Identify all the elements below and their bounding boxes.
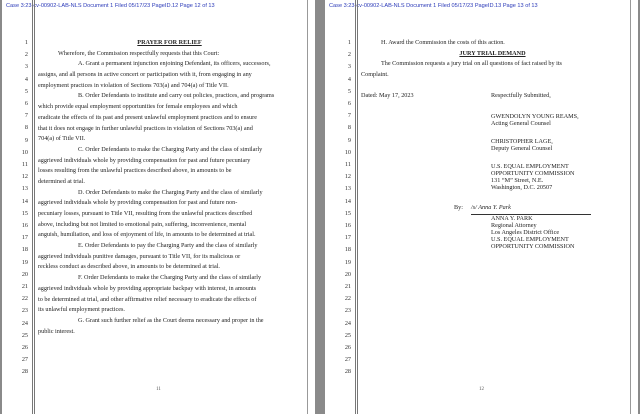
text-line: Wherefore, the Commission respectfully requests that this Court: <box>58 49 220 57</box>
line-number: 5 <box>347 87 351 95</box>
margin-rule <box>355 0 356 414</box>
text-line: reckless conduct as described above, in amounts to be determined at trial. <box>38 263 220 271</box>
text-line: its unlawful employment practices. <box>38 306 125 314</box>
document-page-right <box>325 0 638 414</box>
line-number: 15 <box>344 209 351 217</box>
line-number: 21 <box>344 283 351 290</box>
text-line: E. Order Defendants to pay the Charging Party and the class of similarly <box>78 242 258 250</box>
text-line: A. Grant a permanent injunction enjoining Defendant, its officers, successors, <box>78 60 271 68</box>
line-number: 25 <box>344 331 351 339</box>
line-number: 20 <box>344 270 351 278</box>
line-number: 11 <box>345 161 351 168</box>
line-number: 19 <box>344 258 351 266</box>
line-number: 26 <box>21 344 28 351</box>
line-number: 27 <box>21 356 28 364</box>
line-number: 8 <box>347 124 351 132</box>
line-number: 3 <box>347 63 351 71</box>
text-line: to be determined at trial, and other affirmative relief necessary to eradicate the effects of <box>38 295 257 303</box>
text-line: aggrieved individuals punitive damages, pursuant to Title VII, for its malicious or <box>38 252 241 260</box>
line-number: 16 <box>21 222 28 229</box>
margin-rule-right <box>630 0 631 414</box>
line-number: 21 <box>21 283 28 290</box>
text-line: B. Order Defendants to institute and carry out policies, practices, and programs <box>78 92 275 100</box>
page-body <box>361 38 624 250</box>
text-line: aggrieved individuals whole by providing compensation for past and future non- <box>38 199 238 207</box>
text-line: losses resulting from the unlawful practices described above, in amounts to be <box>38 167 232 175</box>
signer-block: GWENDOLYN YOUNG REAMS, Acting General Counsel <box>491 112 579 127</box>
line-number: 12 <box>344 173 351 181</box>
line-number: 10 <box>21 148 28 156</box>
line-number: 22 <box>21 295 28 303</box>
case-header: Case 3:23-cv-00902-LAB-NLS Document 1 Filed 05/17/23 PageID.13 Page 13 of 13 <box>329 3 538 9</box>
line-number: 23 <box>344 307 351 315</box>
line-number: 2 <box>347 51 351 59</box>
text-line: public interest. <box>38 327 75 335</box>
line-number: 16 <box>344 222 351 229</box>
text-line: anguish, humiliation, and loss of enjoyment of life, in amounts to be determined at trial. <box>38 231 256 239</box>
line-number: 14 <box>21 197 28 205</box>
text-line: F. Order Defendants to make the Charging Party and the class of similarly <box>78 274 262 282</box>
page-body <box>38 38 301 337</box>
page-number: 11 <box>156 387 161 392</box>
text-line: G. Grant such further relief as the Court deems necessary and proper in the <box>78 316 264 324</box>
text-line: 704(a) of Title VII. <box>38 135 86 143</box>
line-number: 22 <box>344 295 351 303</box>
line-number: 15 <box>21 209 28 217</box>
line-number: 28 <box>344 368 351 376</box>
line-number: 1 <box>347 39 351 46</box>
signature-row <box>361 203 624 215</box>
line-number: 7 <box>24 112 28 120</box>
margin-rule <box>32 0 33 414</box>
line-number: 12 <box>21 173 28 181</box>
line-number: 1 <box>24 39 28 46</box>
signer-block: CHRISTOPHER LAGE, Deputy General Counsel <box>491 137 553 152</box>
line-number: 9 <box>24 136 28 144</box>
line-number: 10 <box>344 148 351 156</box>
line-number: 23 <box>21 307 28 315</box>
text-line: above, including but not limited to emotional pain, suffering, inconvenience, mental <box>38 220 247 228</box>
case-header: Case 3:23-cv-00902-LAB-NLS Document 1 Filed 05/17/23 PageID.12 Page 12 of 13 <box>6 3 215 9</box>
line-number: 5 <box>24 87 28 95</box>
text-line: aggrieved individuals whole by providing compensation for past and future pecuniary <box>38 156 251 164</box>
line-number: 13 <box>344 185 351 193</box>
text-line: pecuniary losses, pursuant to Title VII, resulting from the unlawful practices described <box>38 210 253 217</box>
line-number: 4 <box>24 75 28 83</box>
line-number: 8 <box>24 124 28 132</box>
text-line: The Commission requests a jury trial on all questions of fact raised by its <box>381 60 562 68</box>
line-number: 19 <box>21 258 28 266</box>
line-number: 6 <box>24 100 28 107</box>
electronic-signature: /s/ Anna Y. Park <box>471 203 591 215</box>
line-number: 27 <box>344 356 351 364</box>
text-line: C. Order Defendants to make the Charging Party and the class of similarly <box>78 145 263 153</box>
text-line: assigns, and all persons in active concert or participation with it, from engaging in any <box>38 71 252 79</box>
text-line: which provide equal employment opportunities for female employees and which <box>38 103 238 111</box>
line-number: 6 <box>347 100 351 107</box>
line-number: 17 <box>21 234 28 242</box>
text-line: aggrieved individuals whole by providing appropriate backpay with interest, in amounts <box>38 284 257 292</box>
signature-block <box>361 113 624 191</box>
line-number: 3 <box>24 63 28 71</box>
line-number: 25 <box>21 331 28 339</box>
line-number: 2 <box>24 51 28 59</box>
section-title: PRAYER FOR RELIEF <box>137 39 202 46</box>
line-number: 9 <box>347 136 351 144</box>
line-number: 17 <box>344 234 351 242</box>
document-page-left <box>2 0 315 414</box>
line-number: 24 <box>344 319 351 327</box>
line-number: 7 <box>347 112 351 120</box>
text-line: eradicate the effects of its past and present unlawful employment practices and to ensure <box>38 113 257 121</box>
dated-line: Dated: May 17, 2023 <box>361 92 414 100</box>
text-line: determined at trial. <box>38 177 85 185</box>
line-number: 18 <box>21 246 28 254</box>
page-number: 12 <box>479 387 484 392</box>
respectfully-submitted: Respectfully Submitted, <box>491 92 551 100</box>
line-number: 14 <box>344 197 351 205</box>
line-number: 24 <box>21 319 28 327</box>
text-line: that it does not engage in further unlawful practices in violation of Sections 703(a) and <box>38 124 253 132</box>
section-title: JURY TRIAL DEMAND <box>459 49 526 57</box>
line-number: 4 <box>347 75 351 83</box>
line-number: 26 <box>344 344 351 351</box>
text-line: employment practices in violation of Sections 703(a) and 704(a) of Title VII. <box>38 81 229 89</box>
text-line: Complaint. <box>361 71 389 79</box>
line-number: 11 <box>22 161 28 168</box>
line-number: 28 <box>21 368 28 376</box>
margin-rule <box>357 0 358 414</box>
margin-rule <box>34 0 35 414</box>
text-line: D. Order Defendants to make the Charging Party and the class of similarly <box>78 188 263 196</box>
line-number: 18 <box>344 246 351 254</box>
signer-block: U.S. EQUAL EMPLOYMENT OPPORTUNITY COMMISSION 131 “M” Street, N.E. Washington, D.C. 20507 <box>491 162 575 191</box>
final-signer-block: ANNA Y. PARK Regional Attorney Los Angeles District Office U.S. EQUAL EMPLOYMENT OPPORTUNITY COMMISSION <box>491 214 575 250</box>
line-number: 13 <box>21 185 28 193</box>
line-number: 20 <box>21 270 28 278</box>
text-line: H. Award the Commission the costs of this action. <box>381 39 505 46</box>
margin-rule-right <box>307 0 308 414</box>
by-label: By: <box>454 203 463 211</box>
